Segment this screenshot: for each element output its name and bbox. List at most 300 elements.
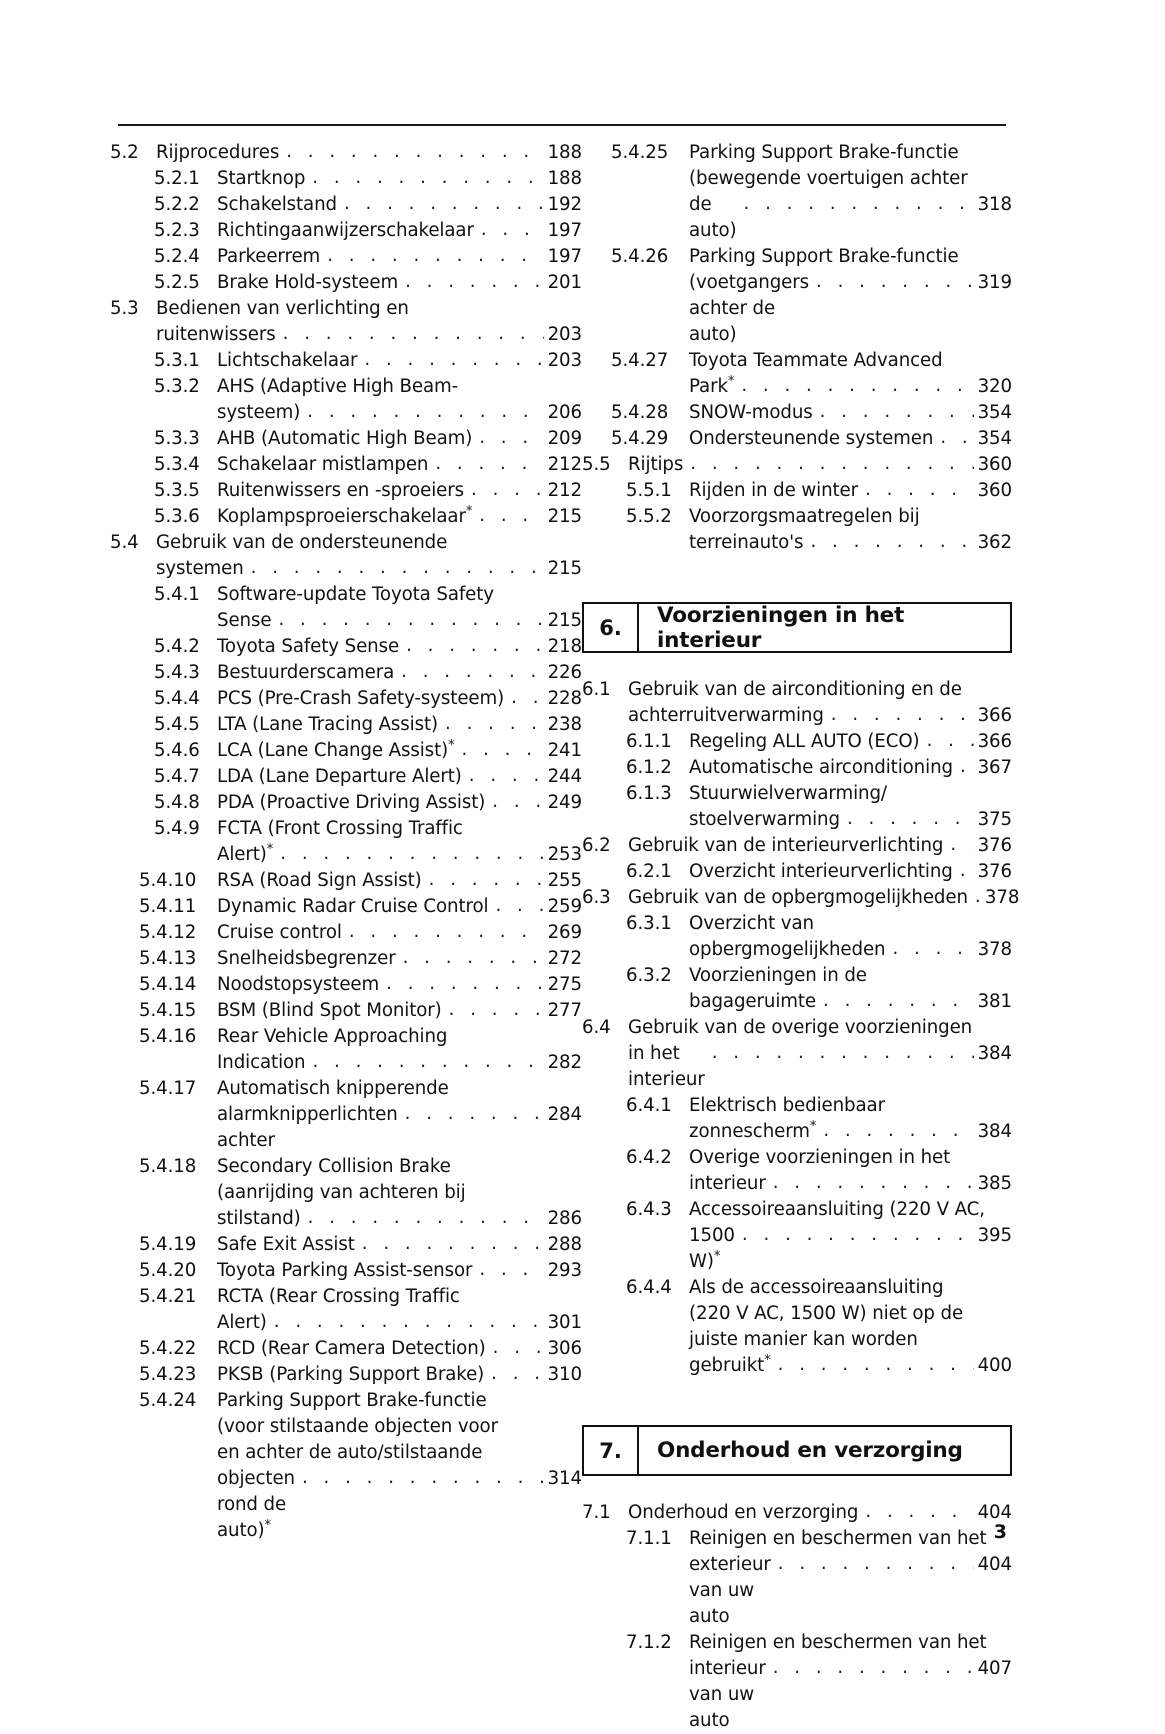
toc-entry-body — [217, 894, 582, 920]
toc-entry[interactable] — [110, 504, 582, 530]
toc-entry[interactable] — [110, 816, 582, 842]
toc-entry[interactable] — [110, 478, 582, 504]
toc-entry-number: 5.2.2 — [154, 194, 200, 215]
toc-entry-title: Automatisch knipperende — [217, 1078, 449, 1099]
toc-group-chapter5 — [582, 140, 1012, 556]
toc-page-number: 203 — [547, 350, 582, 371]
page-number: 3 — [993, 1521, 1007, 1543]
toc-page-number: 360 — [977, 454, 1012, 475]
toc-page-number: 197 — [547, 220, 582, 241]
toc-page-number: 385 — [977, 1173, 1012, 1194]
toc-entry[interactable] — [110, 634, 582, 660]
toc-entry-body — [689, 963, 1012, 989]
toc-entry-body — [217, 1284, 582, 1310]
dot-leader — [742, 1222, 974, 1248]
dot-leader — [865, 477, 974, 503]
toc-entry-continuation[interactable] — [110, 1206, 582, 1232]
toc-entry-number: 5.3.2 — [154, 376, 200, 397]
toc-entry-body — [217, 1258, 582, 1284]
toc-entry[interactable] — [110, 140, 582, 166]
toc-entry-title: Parking Support Brake-functie — [689, 142, 959, 163]
toc-entry-continuation[interactable] — [582, 1119, 1012, 1145]
toc-entry-continuation[interactable] — [110, 1180, 582, 1206]
dot-leader — [816, 269, 974, 295]
toc-entry-body — [217, 1024, 582, 1050]
toc-entry[interactable] — [110, 530, 582, 556]
toc-page-number: 404 — [977, 1502, 1012, 1523]
toc-entry-body — [217, 1414, 582, 1440]
toc-entry-number: 7.1.1 — [626, 1528, 672, 1549]
toc-entry[interactable] — [582, 478, 1012, 504]
toc-entry[interactable] — [110, 946, 582, 972]
toc-entry-title: Parking Support Brake-functie — [689, 246, 959, 267]
toc-entry-continuation[interactable] — [582, 703, 1012, 729]
toc-entry-number: 7.1 — [582, 1502, 611, 1523]
toc-entry-body — [217, 842, 582, 868]
toc-page-number: 253 — [547, 844, 582, 865]
toc-page-number: 375 — [977, 809, 1012, 830]
toc-page-number: 215 — [547, 610, 582, 631]
toc-entry-title: Elektrisch bedienbaar — [689, 1095, 885, 1116]
toc-entry[interactable] — [110, 972, 582, 998]
toc-entry-title: Noodstopsysteem — [217, 974, 380, 995]
toc-entry[interactable] — [582, 400, 1012, 426]
toc-entry-title: zonnescherm* — [689, 1118, 817, 1142]
toc-entry-title: Parking Support Brake-functie — [217, 1390, 487, 1411]
toc-entry-title: Overzicht van — [689, 913, 814, 934]
toc-entry[interactable] — [110, 244, 582, 270]
toc-page-number: 319 — [977, 272, 1012, 293]
toc-entry-title: terreinauto's — [689, 532, 804, 553]
dot-leader — [445, 711, 544, 737]
toc-entry[interactable] — [582, 1197, 1012, 1223]
dot-leader — [469, 763, 544, 789]
toc-entry[interactable] — [110, 296, 582, 322]
toc-entry-title: PCS (Pre-Crash Safety-systeem) — [217, 688, 505, 709]
dot-leader — [690, 451, 973, 477]
toc-entry-body — [689, 937, 1012, 963]
dot-leader — [481, 217, 544, 243]
toc-entry-title: Toyota Parking Assist-sensor — [217, 1260, 473, 1281]
toc-entry[interactable] — [582, 833, 1012, 859]
toc-entry-number: 6.3.1 — [626, 913, 672, 934]
toc-entry-number: 6.1 — [582, 679, 611, 700]
toc-entry-title: Ruitenwissers en -sproeiers — [217, 480, 465, 501]
toc-entry-body — [628, 1015, 1012, 1041]
toc-entry[interactable] — [582, 1015, 1012, 1041]
toc-entry-title: RCTA (Rear Crossing Traffic — [217, 1286, 460, 1307]
dot-leader — [429, 867, 544, 893]
toc-entry[interactable] — [110, 712, 582, 738]
toc-entry[interactable] — [582, 140, 1012, 166]
toc-entry[interactable] — [110, 166, 582, 192]
toc-entry-body — [689, 1327, 1012, 1353]
optional-equipment-asterisk: * — [266, 841, 274, 857]
dot-leader — [744, 191, 974, 217]
toc-entry-body — [217, 218, 582, 244]
toc-page-number: 314 — [547, 1468, 582, 1489]
toc-entry[interactable] — [582, 504, 1012, 530]
toc-page-number: 378 — [977, 939, 1012, 960]
toc-entry[interactable] — [582, 1630, 1012, 1656]
dot-leader — [307, 399, 543, 425]
toc-entry-continuation[interactable] — [582, 1171, 1012, 1197]
toc-entry-number: 5.4.22 — [139, 1338, 197, 1359]
toc-entry-number: 6.1.3 — [626, 783, 672, 804]
toc-entry[interactable] — [110, 270, 582, 296]
toc-entry[interactable] — [110, 764, 582, 790]
toc-entry-body — [689, 1093, 1012, 1119]
toc-entry-continuation[interactable] — [582, 807, 1012, 833]
toc-entry[interactable] — [582, 1500, 1012, 1526]
toc-entry-continuation[interactable] — [582, 374, 1012, 400]
toc-entry[interactable] — [110, 660, 582, 686]
toc-entry[interactable] — [110, 192, 582, 218]
toc-entry-continuation[interactable] — [110, 1466, 582, 1544]
toc-entry-body — [217, 270, 582, 296]
toc-entry[interactable] — [582, 677, 1012, 703]
toc-entry[interactable] — [582, 911, 1012, 937]
toc-entry-continuation[interactable] — [110, 400, 582, 426]
toc-entry-title: Gebruik van de overige voorzieningen — [628, 1017, 973, 1038]
toc-page-number: 244 — [547, 766, 582, 787]
toc-entry-continuation[interactable] — [110, 608, 582, 634]
toc-entry-title: LDA (Lane Departure Alert) — [217, 766, 462, 787]
toc-page-number: 404 — [977, 1554, 1012, 1575]
toc-entry-continuation[interactable] — [582, 1327, 1012, 1353]
toc-entry-body — [689, 504, 1012, 530]
toc-entry-title: Richtingaanwijzerschakelaar — [217, 220, 474, 241]
toc-entry-body — [217, 478, 582, 504]
toc-entry-number: 5.4.8 — [154, 792, 200, 813]
toc-entry-title: Snelheidsbegrenzer — [217, 948, 396, 969]
toc-entry-title: Safe Exit Assist — [217, 1234, 355, 1255]
toc-entry-title: de auto) — [689, 194, 737, 241]
toc-page-number: 201 — [547, 272, 582, 293]
toc-page-number: 249 — [547, 792, 582, 813]
dot-leader — [403, 945, 544, 971]
toc-entry[interactable] — [582, 1526, 1012, 1552]
dot-leader — [405, 269, 544, 295]
toc-entry-body — [217, 166, 582, 192]
toc-page-number: 188 — [547, 168, 582, 189]
toc-entry[interactable] — [110, 1284, 582, 1310]
toc-entry[interactable] — [582, 348, 1012, 374]
toc-entry-continuation[interactable] — [582, 1552, 1012, 1630]
toc-entry-title: (aanrijding van achteren bij — [217, 1182, 466, 1203]
toc-page-number: 203 — [547, 324, 582, 345]
toc-entry-title: Alert)* — [217, 841, 274, 865]
toc-entry-continuation[interactable] — [582, 1353, 1012, 1379]
toc-entry[interactable] — [582, 755, 1012, 781]
toc-entry-continuation[interactable] — [582, 166, 1012, 192]
toc-entry-continuation[interactable] — [110, 556, 582, 582]
toc-entry[interactable] — [582, 885, 1020, 911]
dot-leader — [847, 806, 974, 832]
toc-entry[interactable] — [110, 452, 582, 478]
dot-leader — [493, 1335, 544, 1361]
dot-leader — [327, 243, 543, 269]
toc-entry-continuation[interactable] — [110, 1310, 582, 1336]
dot-leader — [741, 373, 973, 399]
toc-entry-continuation[interactable] — [582, 1301, 1012, 1327]
toc-entry[interactable] — [110, 1388, 582, 1414]
toc-entry-continuation[interactable] — [582, 937, 1012, 963]
toc-page-number: 310 — [547, 1364, 582, 1385]
toc-entry-body — [217, 244, 582, 270]
toc-page-number: 188 — [547, 142, 582, 163]
toc-entry[interactable] — [582, 859, 1012, 885]
toc-entry[interactable] — [110, 868, 582, 894]
toc-group-chapter7 — [582, 1500, 1012, 1734]
toc-entry-continuation[interactable] — [582, 1656, 1012, 1734]
dot-leader — [344, 191, 544, 217]
toc-entry-title: systeem) — [217, 402, 301, 423]
dot-leader — [349, 919, 544, 945]
toc-entry-body — [217, 738, 582, 764]
toc-entry-number: 5.4.11 — [139, 896, 197, 917]
toc-entry-continuation[interactable] — [582, 530, 1012, 556]
toc-entry-title: Regeling ALL AUTO (ECO) — [689, 731, 920, 752]
toc-entry-title: Bestuurderscamera — [217, 662, 395, 683]
toc-entry-number: 5.5.1 — [626, 480, 672, 501]
header-rule — [118, 124, 1006, 126]
toc-entry-number: 5.4.1 — [154, 584, 200, 605]
toc-entry-title: Secondary Collision Brake — [217, 1156, 451, 1177]
toc-entry[interactable] — [110, 218, 582, 244]
toc-page-number: 354 — [977, 428, 1012, 449]
toc-entry-continuation[interactable] — [582, 192, 1012, 244]
toc-entry-body — [217, 1154, 582, 1180]
toc-entry[interactable] — [110, 894, 582, 920]
toc-page-number: 228 — [547, 688, 582, 709]
toc-entry-title: AHB (Automatic High Beam) — [217, 428, 473, 449]
toc-entry[interactable] — [582, 781, 1012, 807]
toc-entry-number: 5.2 — [110, 142, 139, 163]
toc-entry-body — [689, 374, 1012, 400]
toc-entry-continuation[interactable] — [110, 1050, 582, 1076]
toc-entry-continuation[interactable] — [582, 1041, 1012, 1093]
toc-entry-title: Reinigen en beschermen van het — [689, 1632, 987, 1653]
toc-entry-title: BSM (Blind Spot Monitor) — [217, 1000, 442, 1021]
toc-entry-body — [689, 400, 1012, 426]
toc-entry-continuation[interactable] — [110, 1102, 582, 1154]
toc-entry[interactable] — [110, 582, 582, 608]
toc-page-number: 407 — [977, 1658, 1012, 1679]
toc-entry-body — [217, 712, 582, 738]
dot-leader — [773, 1655, 974, 1681]
toc-entry-number: 5.4.6 — [154, 740, 200, 761]
chapter-7-title: Onderhoud en verzorging — [657, 1438, 963, 1463]
toc-entry-number: 6.3 — [582, 887, 611, 908]
toc-entry-number: 5.4.5 — [154, 714, 200, 735]
toc-page-number: 197 — [547, 246, 582, 267]
toc-entry[interactable] — [110, 1154, 582, 1180]
toc-entry-number: 5.3 — [110, 298, 139, 319]
toc-entry[interactable] — [110, 920, 582, 946]
toc-entry-body — [217, 1362, 582, 1388]
toc-page-number: 293 — [547, 1260, 582, 1281]
toc-entry-continuation[interactable] — [582, 1223, 1012, 1275]
toc-entry[interactable] — [582, 244, 1012, 270]
toc-entry-body — [689, 1119, 1012, 1145]
dot-leader — [511, 685, 543, 711]
toc-entry-body — [628, 1500, 1012, 1526]
toc-entry[interactable] — [582, 729, 1012, 755]
toc-entry-title: gebruikt* — [689, 1352, 771, 1376]
dot-leader — [435, 451, 543, 477]
toc-entry-body — [156, 556, 582, 582]
toc-page-number: 275 — [547, 974, 582, 995]
chapter-6-title: Voorzieningen in het interieur — [657, 602, 905, 653]
toc-entry-body — [689, 755, 1012, 781]
toc-entry-number: 5.2.4 — [154, 246, 200, 267]
toc-page-number: 212 — [547, 480, 582, 501]
dot-leader — [462, 737, 544, 763]
toc-entry-body — [217, 660, 582, 686]
toc-entry[interactable] — [110, 1232, 582, 1258]
toc-entry-title: Cruise control — [217, 922, 342, 943]
toc-entry-body — [156, 530, 582, 556]
toc-entry[interactable] — [582, 452, 1012, 478]
toc-entry-body — [689, 1197, 1012, 1223]
toc-entry-body — [689, 140, 1012, 166]
toc-entry-body — [689, 859, 1012, 885]
optional-equipment-asterisk: * — [713, 1248, 721, 1264]
toc-entry-number: 5.4.12 — [139, 922, 197, 943]
toc-entry-body — [217, 1050, 582, 1076]
toc-entry-body — [689, 1656, 1012, 1734]
dot-leader — [975, 884, 981, 910]
dot-leader — [286, 139, 543, 165]
toc-entry-title: LCA (Lane Change Assist)* — [217, 737, 455, 761]
toc-entry-number: 5.3.6 — [154, 506, 200, 527]
toc-entry-body — [217, 1440, 582, 1466]
toc-entry[interactable] — [582, 1093, 1012, 1119]
toc-page-number: 206 — [547, 402, 582, 423]
toc-entry[interactable] — [110, 738, 582, 764]
toc-entry-body — [628, 1041, 1012, 1093]
toc-page-number: 272 — [547, 948, 582, 969]
toc-entry-title: SNOW-modus — [689, 402, 813, 423]
toc-entry-body — [217, 608, 582, 634]
toc-entry-title: en achter de auto/stilstaande — [217, 1442, 483, 1463]
optional-equipment-asterisk: * — [809, 1118, 817, 1134]
dot-leader — [712, 1040, 974, 1066]
toc-entry[interactable] — [582, 1145, 1012, 1171]
toc-entry-number: 5.4.20 — [139, 1260, 197, 1281]
toc-entry-body — [217, 764, 582, 790]
toc-entry[interactable] — [110, 348, 582, 374]
toc-entry-continuation[interactable] — [110, 1414, 582, 1440]
toc-page-number: 288 — [547, 1234, 582, 1255]
toc-entry[interactable] — [582, 426, 1012, 452]
toc-entry-body — [217, 868, 582, 894]
toc-entry-body — [217, 920, 582, 946]
toc-entry-title: juiste manier kan worden — [689, 1329, 918, 1350]
toc-entry-title: (bewegende voertuigen achter — [689, 168, 968, 189]
dot-leader — [449, 997, 544, 1023]
toc-entry-number: 6.2.1 — [626, 861, 672, 882]
toc-entry[interactable] — [110, 998, 582, 1024]
toc-entry-body — [689, 781, 1012, 807]
dot-leader — [831, 702, 974, 728]
toc-entry-title: RCD (Rear Camera Detection) — [217, 1338, 486, 1359]
toc-entry-continuation[interactable] — [110, 322, 582, 348]
toc-entry-number: 5.2.3 — [154, 220, 200, 241]
toc-entry-continuation[interactable] — [110, 1440, 582, 1466]
toc-entry[interactable] — [110, 1076, 582, 1102]
toc-entry-body — [689, 1301, 1012, 1327]
toc-entry[interactable] — [110, 1336, 582, 1362]
toc-entry[interactable] — [110, 790, 582, 816]
toc-entry-body — [628, 833, 1012, 859]
toc-entry-body — [217, 452, 582, 478]
dot-leader — [492, 789, 543, 815]
toc-page-number: 360 — [977, 480, 1012, 501]
toc-page-number: 212 — [547, 454, 582, 475]
toc-page-number: 384 — [977, 1043, 1012, 1064]
toc-entry-body — [217, 972, 582, 998]
toc-entry[interactable] — [110, 1024, 582, 1050]
toc-entry-title: Toyota Teammate Advanced — [689, 350, 943, 371]
toc-entry-continuation[interactable] — [582, 270, 1012, 348]
toc-entry[interactable] — [110, 374, 582, 400]
toc-entry[interactable] — [110, 426, 582, 452]
toc-entry-title: interieur van uw auto — [689, 1658, 766, 1731]
toc-entry-body — [217, 1102, 582, 1154]
toc-entry-title: RSA (Road Sign Assist) — [217, 870, 422, 891]
toc-entry[interactable] — [110, 1362, 582, 1388]
toc-entry[interactable] — [582, 1275, 1012, 1301]
toc-entry-body — [689, 244, 1012, 270]
toc-entry-title: Parkeerrem — [217, 246, 321, 267]
toc-entry-number: 6.4.3 — [626, 1199, 672, 1220]
toc-entry-title: Als de accessoireaansluiting — [689, 1277, 944, 1298]
toc-columns — [0, 140, 1165, 1734]
dot-leader — [778, 1551, 974, 1577]
toc-entry-continuation[interactable] — [582, 989, 1012, 1015]
optional-equipment-asterisk: * — [465, 503, 473, 519]
toc-entry-title: FCTA (Front Crossing Traffic — [217, 818, 463, 839]
toc-page-number: 284 — [547, 1104, 582, 1125]
toc-entry-number: 5.4.27 — [611, 350, 669, 371]
toc-entry-title: Lichtschakelaar — [217, 350, 358, 371]
toc-entry-number: 7.1.2 — [626, 1632, 672, 1653]
toc-page-number: 218 — [547, 636, 582, 657]
toc-entry-body — [217, 1466, 582, 1544]
toc-entry-body — [217, 686, 582, 712]
toc-page-number: 209 — [547, 428, 582, 449]
toc-entry-number: 5.2.5 — [154, 272, 200, 293]
dot-leader — [312, 1049, 543, 1075]
toc-entry-body — [689, 530, 1012, 556]
toc-entry[interactable] — [110, 686, 582, 712]
toc-entry-body — [217, 1180, 582, 1206]
toc-entry-body — [689, 478, 1012, 504]
toc-entry-number: 5.4.23 — [139, 1364, 197, 1385]
toc-entry-body — [217, 426, 582, 452]
chapter-6-number: 6. — [584, 604, 639, 651]
toc-page-number: 362 — [977, 532, 1012, 553]
toc-entry-body — [689, 166, 1012, 192]
toc-entry-title: exterieur van uw auto — [689, 1554, 771, 1627]
dot-leader — [362, 1231, 544, 1257]
toc-entry-continuation[interactable] — [110, 842, 582, 868]
toc-entry[interactable] — [110, 1258, 582, 1284]
toc-entry[interactable] — [582, 963, 1012, 989]
toc-entry-title: ruitenwissers — [156, 324, 276, 345]
